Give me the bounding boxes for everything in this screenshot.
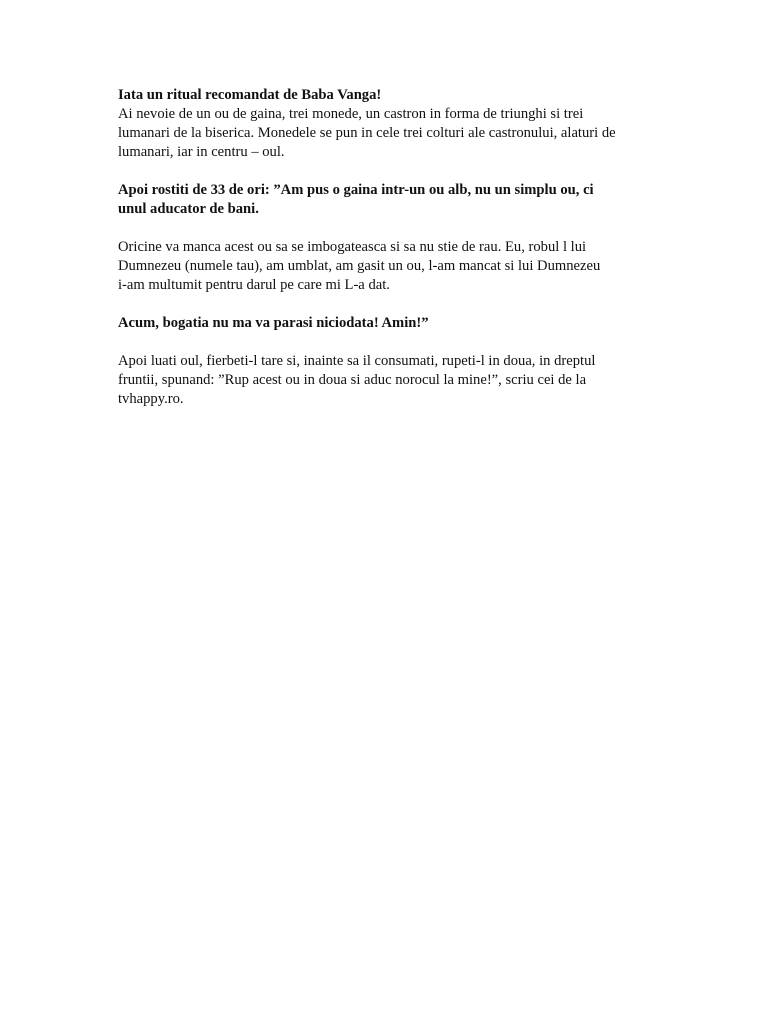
document-title: Iata un ritual recomandat de Baba Vanga! bbox=[118, 87, 382, 103]
final-paragraph bbox=[118, 352, 658, 409]
instruction-paragraph bbox=[118, 181, 658, 219]
document-page bbox=[118, 86, 658, 428]
final-line-2: fruntii, spunand: ”Rup acest ou in doua si aduc norocul la mine!”, scriu cei de la bbox=[118, 372, 587, 388]
intro-line-3: lumanari, iar in centru – oul. bbox=[118, 144, 285, 160]
intro-line-1: Ai nevoie de un ou de gaina, trei monede, un castron in forma de triunghi si trei bbox=[118, 106, 584, 122]
intro-paragraph bbox=[118, 86, 658, 162]
intro-line-2: lumanari de la biserica. Monedele se pun in cele trei colturi ale castronului, alaturi de bbox=[118, 125, 616, 141]
prayer-paragraph bbox=[118, 238, 658, 295]
instruction-line-2: unul aducator de bani. bbox=[118, 201, 259, 217]
instruction-line-1: Apoi rostiti de 33 de ori: ”Am pus o gaina intr-un ou alb, nu un simplu ou, ci bbox=[118, 182, 594, 198]
closing-line: Acum, bogatia nu ma va parasi niciodata! Amin!” bbox=[118, 315, 429, 331]
prayer-line-2: Dumnezeu (numele tau), am umblat, am gasit un ou, l-am mancat si lui Dumnezeu bbox=[118, 258, 601, 274]
final-line-3: tvhappy.ro. bbox=[118, 391, 184, 407]
final-line-1: Apoi luati oul, fierbeti-l tare si, inainte sa il consumati, rupeti-l in doua, in dreptul bbox=[118, 353, 596, 369]
closing-paragraph bbox=[118, 314, 658, 333]
prayer-line-1: Oricine va manca acest ou sa se imbogateasca si sa nu stie de rau. Eu, robul l lui bbox=[118, 239, 587, 255]
prayer-line-3: i-am multumit pentru darul pe care mi L-a dat. bbox=[118, 277, 390, 293]
